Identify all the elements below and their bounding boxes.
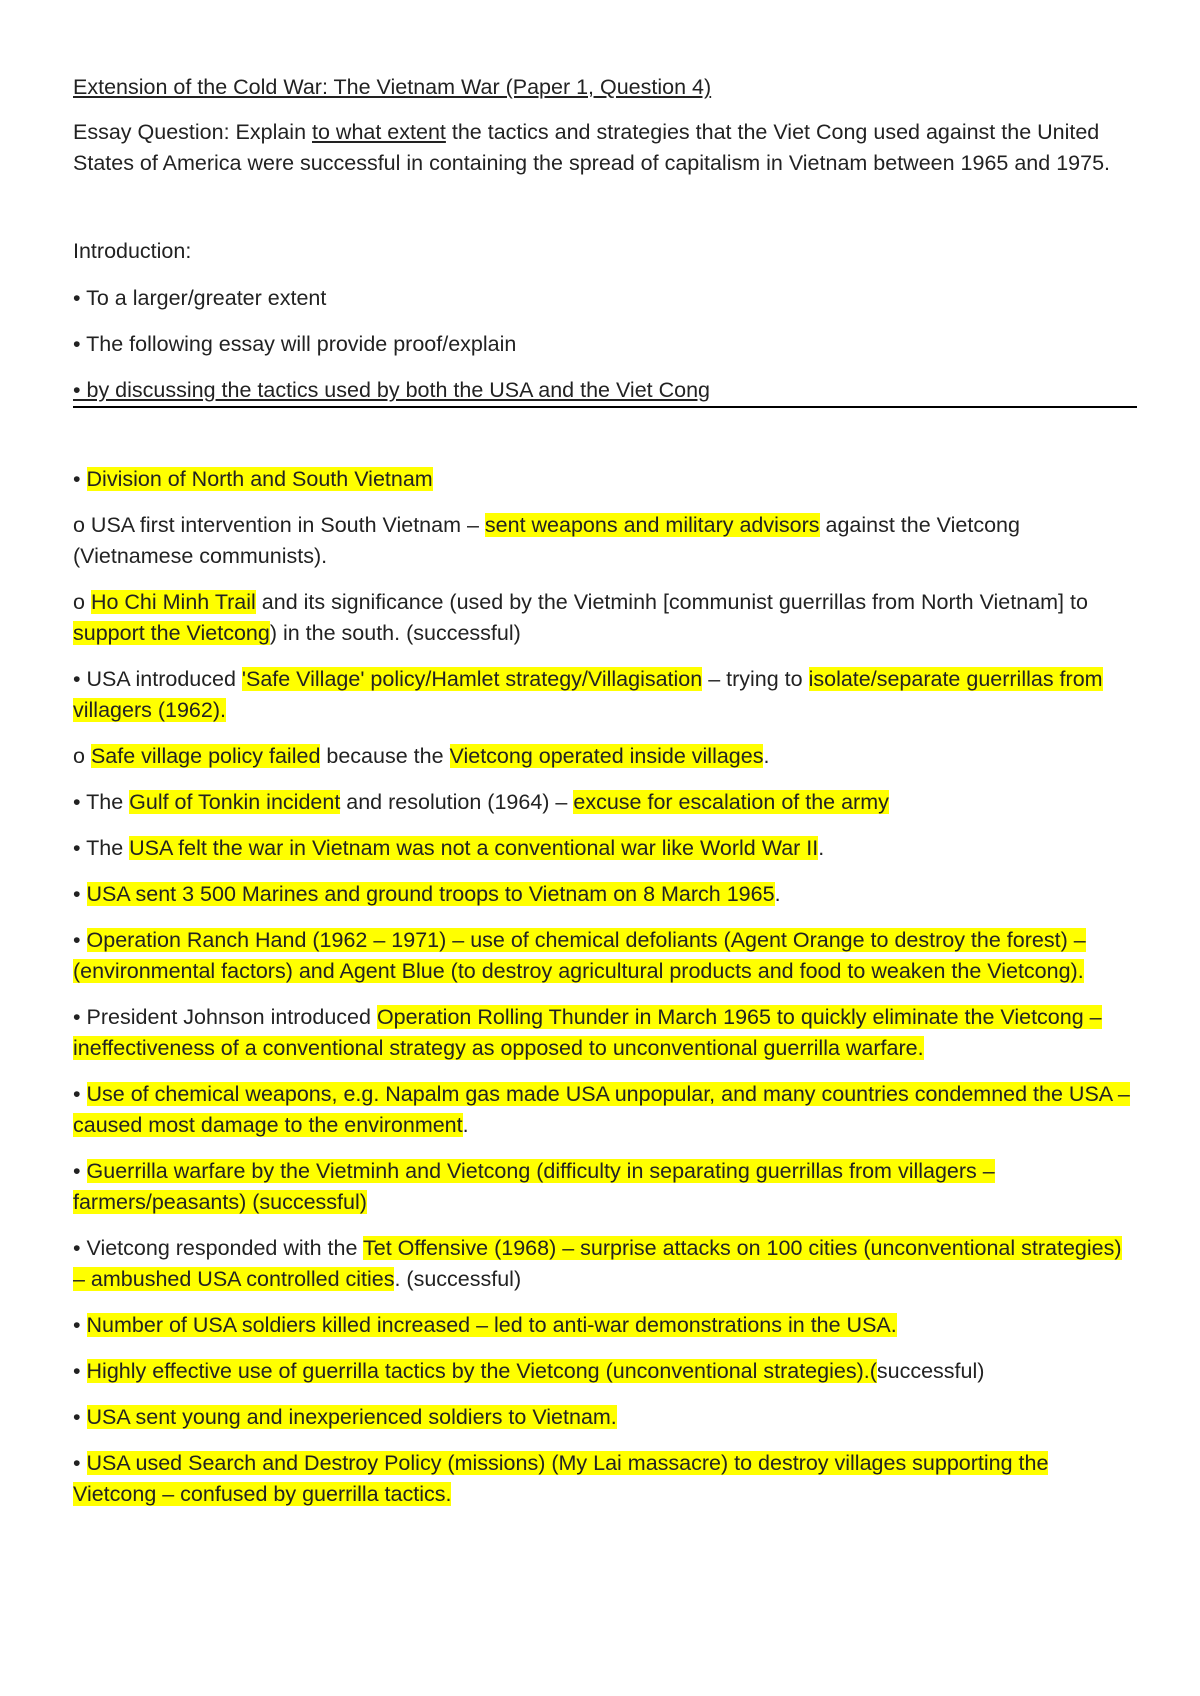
question-emphasis: to what extent: [312, 120, 446, 144]
plain-text: •: [73, 1405, 87, 1429]
bullet-point: [73, 741, 1137, 772]
plain-text: ) in the south. (successful): [269, 621, 521, 645]
bullet-point: [73, 1079, 1137, 1141]
bullet-point: [73, 1448, 1137, 1510]
highlighted-text: Ho Chi Minh Trail: [90, 590, 256, 614]
introduction-heading: Introduction:: [73, 239, 192, 263]
bullet-point: [73, 587, 1137, 649]
bullet-point: [73, 664, 1137, 726]
plain-text: o USA first intervention in South Vietnam –: [73, 513, 485, 537]
bullet-point: [73, 1002, 1137, 1064]
document-page: [73, 72, 1137, 1525]
bullet-point: [73, 1156, 1137, 1218]
plain-text: o: [73, 590, 91, 614]
highlighted-text: Guerrilla warfare by the Vietminh and Vietcong (difficulty in separating guerrillas from villagers – farmers/peasants) (successful): [73, 1159, 995, 1214]
plain-text: •: [73, 882, 87, 906]
intro-item-text: • by discussing the tactics used by both the USA and the Viet Cong: [73, 378, 710, 402]
document-title: Extension of the Cold War: The Vietnam War (Paper 1, Question 4): [73, 75, 712, 99]
bullet-point: [73, 879, 1137, 910]
highlighted-text: Vietcong operated inside villages: [449, 744, 764, 768]
plain-text: .: [763, 744, 770, 768]
plain-text: and resolution (1964) –: [340, 790, 574, 814]
intro-item: [73, 375, 1137, 408]
plain-text: •: [73, 467, 87, 491]
highlighted-text: support the Vietcong: [73, 621, 270, 645]
highlighted-text: sent weapons and military advisors: [484, 513, 820, 537]
plain-text: • USA introduced: [73, 667, 242, 691]
plain-text: against the Vietcong (Vietnamese communists).: [73, 513, 1020, 568]
plain-text: •: [73, 1359, 87, 1383]
highlighted-text: excuse for escalation of the army: [573, 790, 889, 814]
highlighted-text: Tet Offensive (1968) – surprise attacks on 100 cities (unconventional strategies) – ambushed USA controlled cities: [73, 1236, 1122, 1291]
plain-text: – trying to: [702, 667, 809, 691]
plain-text: .: [818, 836, 825, 860]
plain-text: •: [73, 928, 87, 952]
bullet-points: [73, 464, 1137, 1510]
highlighted-text: Operation Ranch Hand (1962 – 1971) – use of chemical defoliants (Agent Orange to destroy the forest) – (environmental factors) and Agent Blue (to destroy agricultural products and food to weaken the Vietcong).: [73, 928, 1086, 983]
bullet-point: [73, 464, 1137, 495]
highlighted-text: USA felt the war in Vietnam was not a conventional war like World War II: [129, 836, 819, 860]
highlighted-text: Gulf of Tonkin incident: [129, 790, 341, 814]
highlighted-text: Number of USA soldiers killed increased – led to anti-war demonstrations in the USA.: [86, 1313, 897, 1337]
bullet-point: [73, 1356, 1137, 1387]
plain-text: and its significance (used by the Vietminh [communist guerrillas from North Vietnam] to: [255, 590, 1088, 614]
plain-text: o: [73, 744, 91, 768]
bullet-point: [73, 925, 1137, 987]
plain-text: •: [73, 1082, 87, 1106]
bullet-point: [73, 1310, 1137, 1341]
bullet-point: [73, 510, 1137, 572]
intro-item: • To a larger/greater extent: [73, 286, 327, 310]
highlighted-text: USA sent 3 500 Marines and ground troops to Vietnam on 8 March 1965: [86, 882, 775, 906]
plain-text: • President Johnson introduced: [73, 1005, 377, 1029]
essay-question: [73, 117, 1137, 179]
highlighted-text: Safe village policy failed: [90, 744, 321, 768]
plain-text: .: [774, 882, 781, 906]
bullet-point: [73, 787, 1137, 818]
highlighted-text: 'Safe Village' policy/Hamlet strategy/Villagisation: [241, 667, 703, 691]
plain-text: successful): [876, 1359, 985, 1383]
highlighted-text: Use of chemical weapons, e.g. Napalm gas made USA unpopular, and many countries condemned the USA – caused most damage to the environment: [73, 1082, 1130, 1137]
plain-text: . (successful): [394, 1267, 522, 1291]
bullet-point: [73, 833, 1137, 864]
highlighted-text: USA sent young and inexperienced soldiers to Vietnam.: [86, 1405, 617, 1429]
plain-text: because the: [320, 744, 450, 768]
question-prefix: Essay Question: Explain: [73, 120, 313, 144]
highlighted-text: Operation Rolling Thunder in March 1965 to quickly eliminate the Vietcong – ineffectiveness of a conventional strategy as opposed to unconventional guerrilla warfare.: [73, 1005, 1102, 1060]
plain-text: .: [462, 1113, 469, 1137]
plain-text: • The: [73, 790, 130, 814]
bullet-point: [73, 1233, 1137, 1295]
highlighted-text: isolate/separate guerrillas from villagers (1962).: [73, 667, 1103, 722]
plain-text: •: [73, 1451, 87, 1475]
question-rest: the tactics and strategies that the Viet Cong used against the United States of America were successful in containing the spread of capitalism in Vietnam between 1965 and 1975.: [73, 120, 1110, 175]
highlighted-text: USA used Search and Destroy Policy (missions) (My Lai massacre) to destroy villages supporting the Vietcong – confused by guerrilla tactics.: [73, 1451, 1049, 1506]
plain-text: • Vietcong responded with the: [73, 1236, 364, 1260]
plain-text: • The: [73, 836, 130, 860]
highlighted-text: Highly effective use of guerrilla tactics by the Vietcong (unconventional strategies).(: [86, 1359, 877, 1383]
plain-text: •: [73, 1159, 87, 1183]
plain-text: •: [73, 1313, 87, 1337]
intro-item: • The following essay will provide proof/explain: [73, 332, 517, 356]
bullet-point: [73, 1402, 1137, 1433]
highlighted-text: Division of North and South Vietnam: [86, 467, 433, 491]
